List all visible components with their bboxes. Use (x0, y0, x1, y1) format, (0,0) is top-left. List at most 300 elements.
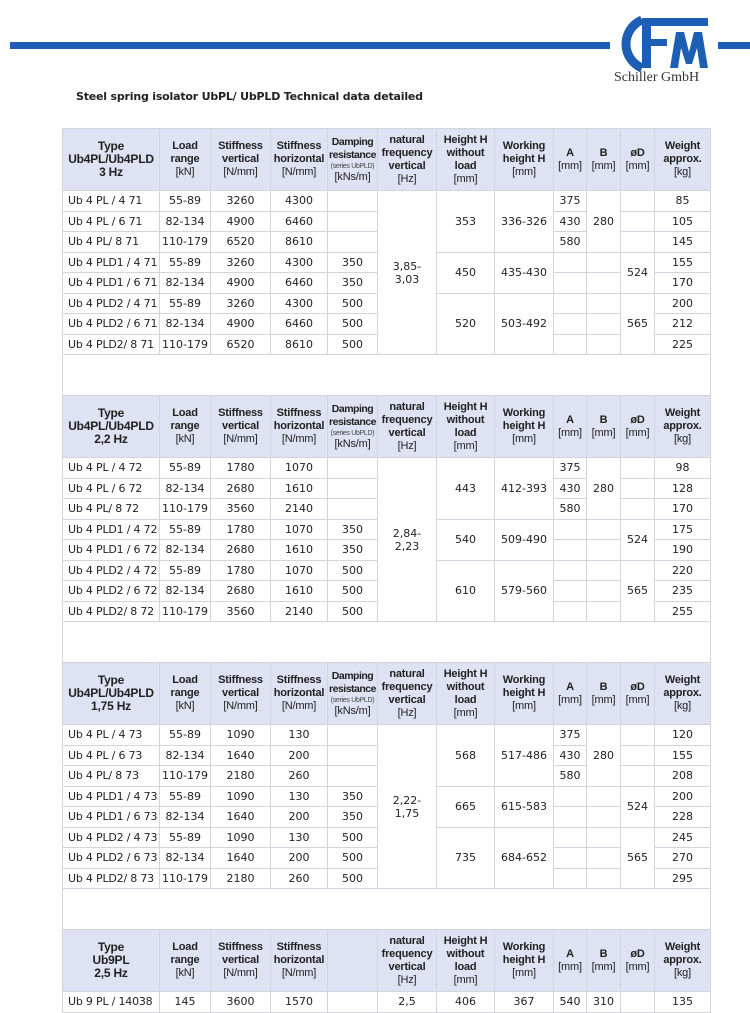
stiffness-horizontal-cell: 200 (271, 745, 328, 766)
b-cell (587, 807, 621, 828)
damping-cell: 500 (328, 560, 378, 581)
header-title-line: Stiffness (218, 140, 263, 152)
header-title-line: Height H (443, 400, 488, 413)
header-cell (495, 930, 554, 992)
type-cell: Ub 4 PLD2 / 4 73 (63, 827, 160, 848)
type-cell: Ub 4 PL / 4 71 (63, 191, 160, 212)
header-title-line: A (566, 680, 574, 693)
load-range-cell: 82-134 (160, 273, 211, 294)
header-type-line: Ub4PL/Ub4PLD (68, 686, 154, 700)
header-cell (495, 663, 554, 725)
header-unit: [kg] (674, 433, 691, 445)
header-title-line: Stiffness (218, 941, 263, 953)
stiffness-vertical-cell: 6520 (211, 334, 271, 355)
header-cell (621, 129, 655, 191)
damping-cell: 500 (328, 868, 378, 889)
load-range-cell: 145 (160, 992, 211, 1013)
header-title-line: Stiffness (276, 407, 322, 419)
load-range-cell: 82-134 (160, 807, 211, 828)
d-cell: 524 (621, 786, 655, 827)
header-title-line: vertical (388, 426, 426, 439)
header-cell (554, 930, 587, 992)
stiffness-vertical-cell: 4900 (211, 314, 271, 335)
a-cell (554, 807, 587, 828)
header-title-line: resistance (329, 148, 376, 161)
a-cell (554, 273, 587, 294)
stiffness-vertical-cell: 3560 (211, 499, 271, 520)
type-cell: Ub 4 PLD2/ 8 72 (63, 601, 160, 622)
header-title-line: load (454, 159, 477, 172)
header-cell (211, 129, 271, 191)
b-cell (587, 314, 621, 335)
d-cell: 524 (621, 252, 655, 293)
damping-cell (328, 725, 378, 746)
a-cell (554, 868, 587, 889)
a-cell (554, 252, 587, 273)
header-title-line: B (599, 413, 608, 426)
stiffness-horizontal-cell: 4300 (271, 191, 328, 212)
stiffness-vertical-cell: 2180 (211, 766, 271, 787)
header-title-line: Weight (664, 674, 701, 686)
section-separator (63, 355, 711, 396)
type-cell: Ub 4 PL / 4 73 (63, 725, 160, 746)
b-cell (587, 540, 621, 561)
b-cell (587, 827, 621, 848)
header-title-line: vertical (388, 693, 426, 706)
type-cell: Ub 4 PLD1 / 6 71 (63, 273, 160, 294)
stiffness-vertical-cell: 2680 (211, 540, 271, 561)
type-cell: Ub 4 PL / 4 72 (63, 458, 160, 479)
header-cell (437, 396, 495, 458)
header-title-line: frequency (381, 146, 433, 159)
weight-cell: 85 (655, 191, 711, 212)
b-cell (587, 293, 621, 314)
d-cell (621, 766, 655, 787)
header-title-line: height H (502, 954, 546, 966)
header-unit: [N/mm] (281, 433, 317, 445)
d-cell (621, 211, 655, 232)
b-cell (587, 252, 621, 273)
load-range-cell: 55-89 (160, 519, 211, 540)
separator-cell (63, 622, 711, 663)
stiffness-horizontal-cell: 1070 (271, 519, 328, 540)
header-title-line: natural (389, 934, 425, 947)
header-title-line: natural (389, 133, 425, 146)
stiffness-vertical-cell: 4900 (211, 273, 271, 294)
header-title-line: natural (389, 400, 425, 413)
header-title-line: range (170, 954, 200, 966)
header-unit: [Hz] (397, 439, 417, 452)
header-title-line: vertical (388, 960, 426, 973)
height-cell: 568 (437, 725, 495, 787)
damping-cell (328, 478, 378, 499)
header-unit: [mm] (625, 426, 650, 439)
stiffness-vertical-cell: 1640 (211, 745, 271, 766)
header-unit: [kg] (674, 166, 691, 178)
type-cell: Ub 4 PL/ 8 71 (63, 232, 160, 253)
header-title-line: frequency (381, 947, 433, 960)
header-note: (series UbPLD) (330, 429, 375, 437)
weight-cell: 145 (655, 232, 711, 253)
type-cell: Ub 4 PLD2/ 8 71 (63, 334, 160, 355)
header-title-line: range (170, 153, 200, 165)
header-cell (160, 663, 211, 725)
stiffness-horizontal-cell: 1570 (271, 992, 328, 1013)
load-range-cell: 82-134 (160, 848, 211, 869)
header-title-line: B (599, 680, 608, 693)
header-type-line: 2,5 Hz (94, 966, 128, 980)
weight-cell: 200 (655, 293, 711, 314)
b-cell (587, 786, 621, 807)
type-cell: Ub 4 PL/ 8 72 (63, 499, 160, 520)
load-range-cell: 82-134 (160, 540, 211, 561)
load-range-cell: 55-89 (160, 252, 211, 273)
header-cell (554, 396, 587, 458)
load-range-cell: 110-179 (160, 499, 211, 520)
header-cell (495, 396, 554, 458)
damping-cell (328, 458, 378, 479)
a-cell (554, 848, 587, 869)
header-cell (160, 930, 211, 992)
d-cell (621, 458, 655, 479)
header-unit: [kNs/m] (334, 170, 371, 183)
frequency-cell: 3,85- 3,03 (378, 191, 437, 355)
header-title-line: Damping (331, 135, 374, 148)
header-title-line: øD (630, 680, 645, 693)
header-title-line: height H (502, 153, 546, 165)
header-title-line: horizontal (273, 687, 325, 699)
header-unit: [Hz] (397, 706, 417, 719)
header-unit: [mm] (625, 960, 650, 973)
header-cell (160, 396, 211, 458)
stiffness-horizontal-cell: 6460 (271, 314, 328, 335)
working-height-cell: 435-430 (495, 252, 554, 293)
header-title-line: approx. (663, 687, 702, 699)
load-range-cell: 110-179 (160, 601, 211, 622)
header-title-line: Load (172, 140, 198, 152)
type-cell: Ub 9 PL / 14038 (63, 992, 160, 1013)
type-cell: Ub 4 PLD1 / 6 72 (63, 540, 160, 561)
type-cell: Ub 4 PLD2 / 6 73 (63, 848, 160, 869)
damping-cell (328, 745, 378, 766)
header-unit: [N/mm] (281, 967, 317, 979)
header-unit: [kN] (175, 967, 195, 979)
a-cell (554, 601, 587, 622)
header-title-line: øD (630, 947, 645, 960)
b-cell (587, 519, 621, 540)
stiffness-horizontal-cell: 130 (271, 827, 328, 848)
header-title-line: Load (172, 941, 198, 953)
separator-cell (63, 355, 711, 396)
a-cell: 580 (554, 766, 587, 787)
d-cell (621, 191, 655, 212)
header-type (63, 396, 160, 458)
height-cell: 353 (437, 191, 495, 253)
header-unit: [N/mm] (223, 700, 258, 712)
stiffness-vertical-cell: 1640 (211, 848, 271, 869)
stiffness-vertical-cell: 3260 (211, 293, 271, 314)
header-cell (271, 396, 328, 458)
header-cell (554, 129, 587, 191)
header-unit: [mm] (591, 960, 616, 973)
section-separator (63, 889, 711, 930)
d-cell: 565 (621, 827, 655, 889)
load-range-cell: 55-89 (160, 191, 211, 212)
header-title-line: range (170, 687, 200, 699)
weight-cell: 235 (655, 581, 711, 602)
header-row (63, 129, 711, 191)
header-unit: [mm] (512, 700, 536, 712)
height-cell: 665 (437, 786, 495, 827)
a-cell: 430 (554, 211, 587, 232)
a-cell: 375 (554, 725, 587, 746)
header-title-line: A (566, 947, 574, 960)
header-unit: [N/mm] (281, 166, 317, 178)
header-type (63, 663, 160, 725)
height-cell: 520 (437, 293, 495, 355)
stiffness-horizontal-cell: 2140 (271, 499, 328, 520)
header-cell (271, 663, 328, 725)
header-title-line: horizontal (273, 153, 325, 165)
weight-cell: 170 (655, 273, 711, 294)
header-type-line: Type (97, 940, 125, 954)
damping-cell: 500 (328, 827, 378, 848)
header-title-line: Working (502, 140, 546, 152)
header-title-line: Stiffness (276, 941, 322, 953)
b-cell: 280 (587, 725, 621, 787)
section-separator (63, 622, 711, 663)
damping-cell: 500 (328, 314, 378, 335)
stiffness-horizontal-cell: 8610 (271, 232, 328, 253)
header-cell (437, 930, 495, 992)
header-unit: [mm] (453, 439, 478, 452)
stiffness-horizontal-cell: 1610 (271, 478, 328, 499)
header-unit: [mm] (453, 172, 478, 185)
header-title-line: load (454, 693, 477, 706)
header-title-line: øD (630, 413, 645, 426)
load-range-cell: 55-89 (160, 786, 211, 807)
header-unit: [mm] (558, 960, 582, 973)
stiffness-horizontal-cell: 4300 (271, 293, 328, 314)
load-range-cell: 82-134 (160, 211, 211, 232)
header-title-line: approx. (663, 420, 702, 432)
height-cell: 450 (437, 252, 495, 293)
header-rule (10, 42, 610, 49)
working-height-cell: 684-652 (495, 827, 554, 889)
header-unit: [kN] (175, 433, 195, 445)
height-cell: 610 (437, 560, 495, 622)
header-unit: [mm] (512, 967, 536, 979)
b-cell (587, 560, 621, 581)
stiffness-vertical-cell: 1090 (211, 725, 271, 746)
weight-cell: 135 (655, 992, 711, 1013)
header-unit: [kN] (175, 700, 195, 712)
d-cell: 565 (621, 293, 655, 355)
load-range-cell: 82-134 (160, 314, 211, 335)
header-title-line: Working (502, 941, 546, 953)
header-cell (587, 129, 621, 191)
a-cell: 375 (554, 458, 587, 479)
header-type-line: 3 Hz (99, 165, 123, 179)
header-unit: [mm] (625, 693, 650, 706)
a-cell (554, 314, 587, 335)
header-title-line: Stiffness (276, 140, 322, 152)
weight-cell: 170 (655, 499, 711, 520)
height-cell: 443 (437, 458, 495, 520)
damping-cell: 500 (328, 601, 378, 622)
stiffness-horizontal-cell: 6460 (271, 211, 328, 232)
damping-cell: 500 (328, 334, 378, 355)
damping-cell: 350 (328, 252, 378, 273)
header-title-line: natural (389, 667, 425, 680)
b-cell (587, 601, 621, 622)
stiffness-vertical-cell: 1780 (211, 458, 271, 479)
weight-cell: 245 (655, 827, 711, 848)
header-title-line: Damping (331, 402, 374, 415)
stiffness-horizontal-cell: 260 (271, 766, 328, 787)
d-cell (621, 992, 655, 1013)
header-cell (211, 396, 271, 458)
weight-cell: 128 (655, 478, 711, 499)
working-height-cell: 367 (495, 992, 554, 1013)
header-unit: [kNs/m] (334, 704, 371, 717)
stiffness-horizontal-cell: 6460 (271, 273, 328, 294)
header-cell (211, 930, 271, 992)
header-type-line: Type (97, 673, 125, 687)
header-cell (271, 930, 328, 992)
header-cell (621, 930, 655, 992)
header-title-line: Weight (664, 407, 701, 419)
header-cell (655, 930, 711, 992)
header-cell (160, 129, 211, 191)
weight-cell: 228 (655, 807, 711, 828)
header-title-line: øD (630, 146, 645, 159)
header-title-line: vertical (388, 159, 426, 172)
frequency-cell: 2,84- 2,23 (378, 458, 437, 622)
header-unit: [Hz] (397, 973, 417, 986)
weight-cell: 190 (655, 540, 711, 561)
weight-cell: 255 (655, 601, 711, 622)
stiffness-vertical-cell: 1780 (211, 560, 271, 581)
weight-cell: 175 (655, 519, 711, 540)
b-cell (587, 334, 621, 355)
damping-cell: 350 (328, 273, 378, 294)
header-cell (437, 663, 495, 725)
damping-cell: 350 (328, 807, 378, 828)
weight-cell: 295 (655, 868, 711, 889)
height-cell: 735 (437, 827, 495, 889)
stiffness-horizontal-cell: 4300 (271, 252, 328, 273)
type-cell: Ub 4 PLD1 / 6 73 (63, 807, 160, 828)
a-cell: 430 (554, 478, 587, 499)
header-cell (621, 396, 655, 458)
header-row (63, 663, 711, 725)
working-height-cell: 412-393 (495, 458, 554, 520)
header-type-line: 2,2 Hz (94, 432, 128, 446)
header-cell (378, 930, 437, 992)
header-unit: [kg] (674, 967, 691, 979)
header-title-line: Height H (443, 133, 488, 146)
header-unit: [mm] (453, 706, 478, 719)
header-cell (378, 396, 437, 458)
a-cell: 540 (554, 992, 587, 1013)
header-unit: [N/mm] (281, 700, 317, 712)
height-cell: 406 (437, 992, 495, 1013)
table-row (63, 458, 711, 479)
header-unit: [mm] (453, 973, 478, 986)
header-row (63, 396, 711, 458)
header-title-line: B (599, 146, 608, 159)
header-cell (495, 129, 554, 191)
header-unit: [mm] (591, 159, 616, 172)
d-cell: 524 (621, 519, 655, 560)
header-unit: [N/mm] (223, 166, 258, 178)
header-title-line: A (566, 413, 574, 426)
a-cell (554, 560, 587, 581)
header-cell (655, 129, 711, 191)
damping-cell (328, 992, 378, 1013)
type-cell: Ub 4 PL / 6 72 (63, 478, 160, 499)
header-title-line: approx. (663, 153, 702, 165)
type-cell: Ub 4 PLD2 / 4 72 (63, 560, 160, 581)
stiffness-vertical-cell: 2180 (211, 868, 271, 889)
header-title-line: Load (172, 674, 198, 686)
type-cell: Ub 4 PLD2/ 8 73 (63, 868, 160, 889)
header-title-line: without (446, 680, 485, 693)
header-title-line: horizontal (273, 420, 325, 432)
type-cell: Ub 4 PLD1 / 4 72 (63, 519, 160, 540)
stiffness-vertical-cell: 6520 (211, 232, 271, 253)
stiffness-horizontal-cell: 1610 (271, 581, 328, 602)
b-cell (587, 273, 621, 294)
header-type (63, 129, 160, 191)
header-title-line: horizontal (273, 954, 325, 966)
header-cell (328, 930, 378, 992)
working-height-cell: 503-492 (495, 293, 554, 355)
header-rule-end (718, 42, 750, 49)
a-cell (554, 827, 587, 848)
a-cell (554, 293, 587, 314)
header-title-line: load (454, 960, 477, 973)
d-cell (621, 478, 655, 499)
header-cell (587, 396, 621, 458)
header-title-line: Stiffness (218, 674, 263, 686)
header-title-line: range (170, 420, 200, 432)
load-range-cell: 110-179 (160, 334, 211, 355)
b-cell (587, 581, 621, 602)
header-title-line: height H (502, 687, 546, 699)
frequency-cell: 2,5 (378, 992, 437, 1013)
header-row (63, 930, 711, 992)
weight-cell: 105 (655, 211, 711, 232)
weight-cell: 155 (655, 745, 711, 766)
weight-cell: 200 (655, 786, 711, 807)
weight-cell: 270 (655, 848, 711, 869)
d-cell (621, 499, 655, 520)
a-cell: 580 (554, 232, 587, 253)
load-range-cell: 82-134 (160, 745, 211, 766)
stiffness-horizontal-cell: 260 (271, 868, 328, 889)
weight-cell: 212 (655, 314, 711, 335)
header-unit: [kg] (674, 700, 691, 712)
stiffness-vertical-cell: 3260 (211, 252, 271, 273)
stiffness-vertical-cell: 3260 (211, 191, 271, 212)
header-cell (378, 663, 437, 725)
header-title-line: approx. (663, 954, 702, 966)
weight-cell: 120 (655, 725, 711, 746)
header-cell (621, 663, 655, 725)
header-type-line: Type (97, 139, 125, 153)
